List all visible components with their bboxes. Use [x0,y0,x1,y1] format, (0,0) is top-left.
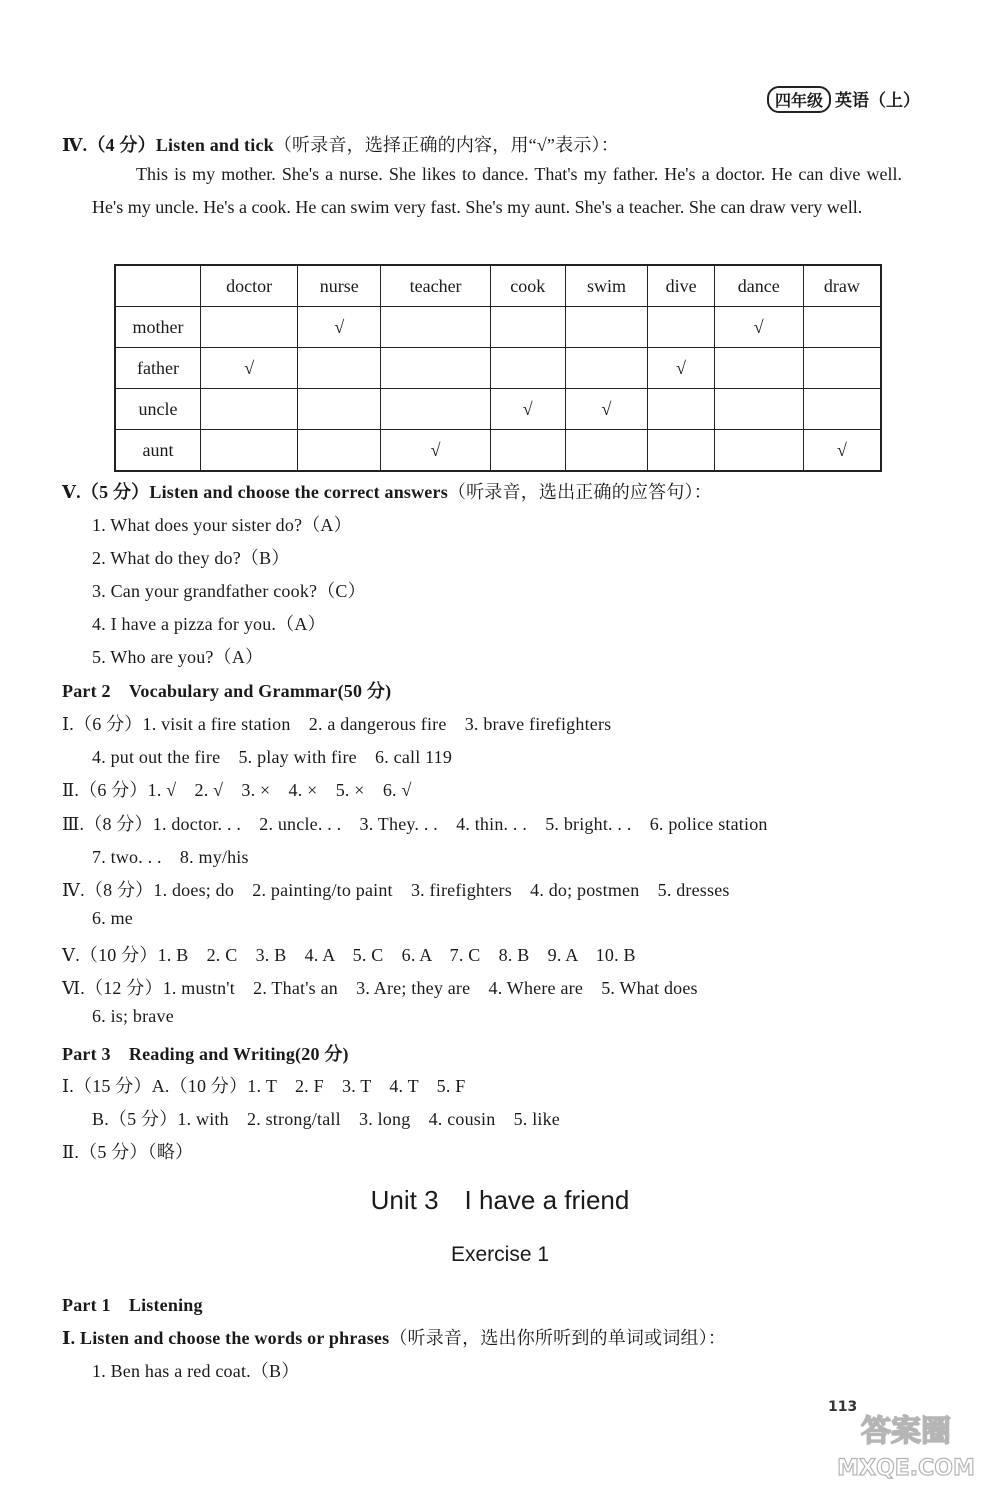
tick-cell [648,389,714,430]
answer-item: 2. What do they do?（B） [92,548,290,568]
tick-cell [803,348,881,389]
table-header-cell: draw [803,265,881,307]
answer-item: 5. Who are you?（A） [92,647,264,667]
row-label: aunt [115,430,201,472]
answer-line: Ⅱ.（5 分）（略） [62,1142,194,1162]
page-header [767,86,920,113]
tick-cell: √ [381,430,491,472]
tick-cell [201,389,298,430]
section-v-instruction: （听录音，选出正确的应答句）： [447,482,712,502]
table-header-cell: swim [565,265,648,307]
tick-cell [201,307,298,348]
answer-item: 1. What does your sister do?（A） [92,515,352,535]
tick-cell [201,430,298,472]
grade-badge: 四年级 [767,86,831,113]
table-row [115,389,881,430]
tick-cell: √ [201,348,298,389]
answer-line: B.（5 分）1. with 2. strong/tall 3. long 4. cousin 5. like [92,1109,560,1129]
tick-cell [381,307,491,348]
tick-cell: √ [298,307,381,348]
answer-line: 1. Ben has a red coat.（B） [92,1361,300,1381]
tick-cell [298,430,381,472]
tick-cell [565,307,648,348]
part2-title: Part 2 Vocabulary and Grammar(50 分) [62,681,392,701]
table-header-cell: dive [648,265,714,307]
answer-line: Ⅳ.（8 分）1. does; do 2. painting/to paint 3. firefighters 4. do; postmen 5. dresses [62,880,730,900]
table-header-cell: teacher [381,265,491,307]
answer-line: Ⅲ.（8 分）1. doctor. . . 2. uncle. . . 3. They. . . 4. thin. . . 5. bright. . . 6. police station [62,814,768,834]
listening-passage: This is my mother. She's a nurse. She likes to dance. That's my father. He's a doctor. He can dive well. He's my uncle. He's a cook. He can swim very fast. She's my aunt. She's a teacher. She can draw very well. [92,164,902,217]
answer-line: 6. me [92,908,133,928]
answer-line: 7. two. . . 8. my/his [92,847,249,867]
table-header-cell: doctor [201,265,298,307]
answer-item: 4. I have a pizza for you.（A） [92,614,326,634]
answer-line: Ⅰ.（6 分）1. visit a fire station 2. a dangerous fire 3. brave firefighters [62,714,612,734]
table-header-cell: nurse [298,265,381,307]
tick-cell [298,348,381,389]
tick-cell [714,348,803,389]
table-row [115,430,881,472]
tick-table [114,264,882,472]
tick-cell: √ [648,348,714,389]
row-label: father [115,348,201,389]
tick-cell [490,430,565,472]
section-v-heading [62,478,712,504]
table-header-cell [115,265,201,307]
tick-cell [714,389,803,430]
tick-cell: √ [714,307,803,348]
answer-line: 6. is; brave [92,1006,174,1026]
table-row [115,348,881,389]
tick-cell [648,430,714,472]
answer-line: Ⅱ.（6 分）1. √ 2. √ 3. × 4. × 5. × 6. √ [62,780,412,800]
tick-cell [803,389,881,430]
tick-cell [565,348,648,389]
watermark-text: 答案圈 [861,1414,951,1449]
tick-cell [490,307,565,348]
tick-cell [381,348,491,389]
section-iv-instruction: （听录音，选择正确的内容，用“√”表示）： [273,135,619,155]
row-label: mother [115,307,201,348]
part1-title: Part 1 Listening [62,1295,203,1315]
section-i-instruction: （听录音，选出你所听到的单词或词组）： [389,1328,727,1348]
tick-cell [381,389,491,430]
tick-cell [648,307,714,348]
section-iv-heading [62,131,619,157]
watermark-url: MXQE.COM [837,1456,975,1481]
unit-title: Unit 3 I have a friend [370,1185,630,1215]
answer-item: 3. Can your grandfather cook?（C） [92,581,366,601]
tick-cell [714,430,803,472]
tick-cell [298,389,381,430]
answer-line: Ⅵ.（12 分）1. mustn't 2. That's an 3. Are; they are 4. Where are 5. What does [62,978,698,998]
tick-cell: √ [490,389,565,430]
table-header-cell: cook [490,265,565,307]
part3-title: Part 3 Reading and Writing(20 分) [62,1044,349,1064]
table-header-row [115,265,881,307]
exercise-title: Exercise 1 [450,1243,550,1266]
tick-cell: √ [803,430,881,472]
answer-line: Ⅴ.（10 分）1. B 2. C 3. B 4. A 5. C 6. A 7. C 8. B 9. A 10. B [62,945,636,965]
row-label: uncle [115,389,201,430]
answer-line: 4. put out the fire 5. play with fire 6. call 119 [92,747,453,767]
table-header-cell: dance [714,265,803,307]
section-iv-label: Ⅳ.（4 分）Listen and tick [62,135,274,155]
answer-line: Ⅰ.（15 分）A.（10 分）1. T 2. F 3. T 4. T 5. F [62,1076,466,1096]
watermark-logo [826,1405,986,1481]
page-number: 113 [828,1399,858,1415]
answer-line [62,1324,726,1350]
section-i-label: Ⅰ. Listen and choose the words or phrases [62,1328,390,1348]
tick-cell: √ [565,389,648,430]
tick-cell [490,348,565,389]
tick-cell [803,307,881,348]
tick-cell [565,430,648,472]
table-row [115,307,881,348]
section-v-label: Ⅴ.（5 分）Listen and choose the correct answers [62,482,448,502]
subject-label: 英语（上） [835,91,920,111]
